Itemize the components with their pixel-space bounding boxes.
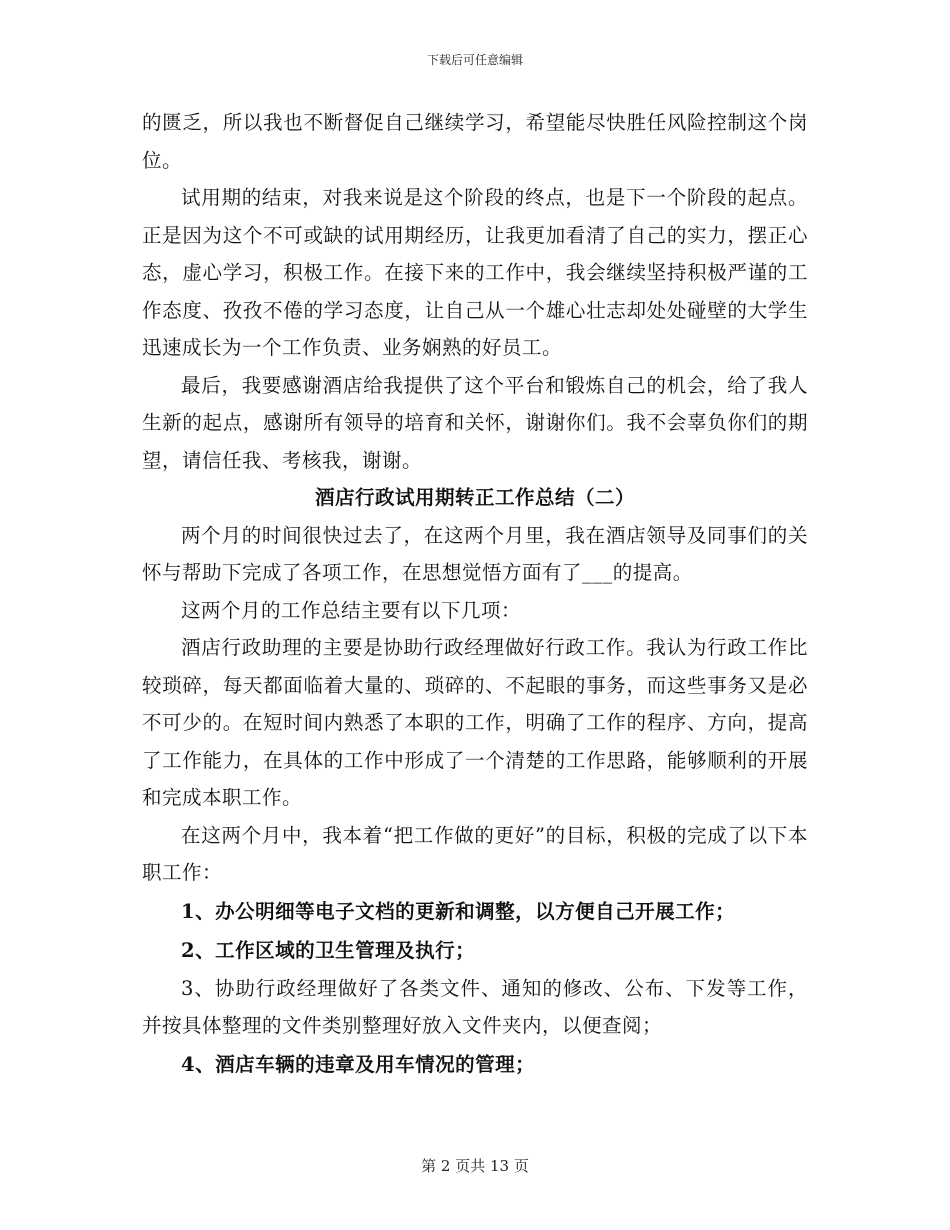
body-paragraph: 在这两个月中，我本着“把工作做的更好”的目标，积极的完成了以下本职工作：	[142, 823, 808, 884]
document-body	[142, 104, 808, 1084]
body-paragraph: 最后，我要感谢酒店给我提供了这个平台和锻炼自己的机会，给了我人生新的起点，感谢所有领导的培育和关怀，谢谢你们。我不会辜负你们的期望，请信任我、考核我，谢谢。	[142, 373, 808, 472]
body-paragraph: 酒店行政助理的主要是协助行政经理做好行政工作。我认为行政工作比较琐碎，每天都面临着大量的、琐碎的、不起眼的事务，而这些事务又是必不可少的。在短时间内熟悉了本职的工作，明确了工作的程序、方向，提高了工作能力，在具体的工作中形成了一个清楚的工作思路，能够顺利的开展和完成本职工作。	[142, 636, 808, 809]
body-paragraph: 这两个月的工作总结主要有以下几项：	[181, 598, 522, 622]
list-item: 1、办公明细等电子文档的更新和调整，以方便自己开展工作；	[181, 899, 736, 923]
list-item: 2、工作区域的卫生管理及执行；	[181, 938, 476, 962]
page-footer: 第 2 页共 13 页	[421, 1157, 529, 1175]
body-paragraph: 试用期的结束，对我来说是这个阶段的终点，也是下一个阶段的起点。正是因为这个不可或缺的试用期经历，让我更加看清了自己的实力，摆正心态，虚心学习，积极工作。在接下来的工作中，我会继续坚持积极严谨的工作态度、孜孜不倦的学习态度，让自己从一个雄心壮志却处处碰壁的大学生迅速成长为一个工作负责、业务娴熟的好员工。	[142, 186, 808, 359]
list-item: 4、酒店车辆的违章及用车情况的管理；	[181, 1052, 536, 1076]
list-item: 3、协助行政经理做好了各类文件、通知的修改、公布、下发等工作，并按具体整理的文件类别整理好放入文件夹内，以便查阅；	[142, 976, 808, 1037]
body-paragraph: 两个月的时间很快过去了，在这两个月里，我在酒店领导及同事们的关怀与帮助下完成了各项工作，在思想觉悟方面有了___的提高。	[142, 523, 808, 584]
section-title: 酒店行政试用期转正工作总结（二）	[314, 486, 635, 509]
continued-paragraph: 的匮乏，所以我也不断督促自己继续学习，希望能尽快胜任风险控制这个岗位。	[142, 111, 808, 172]
page-header: 下载后可任意编辑	[426, 53, 523, 67]
